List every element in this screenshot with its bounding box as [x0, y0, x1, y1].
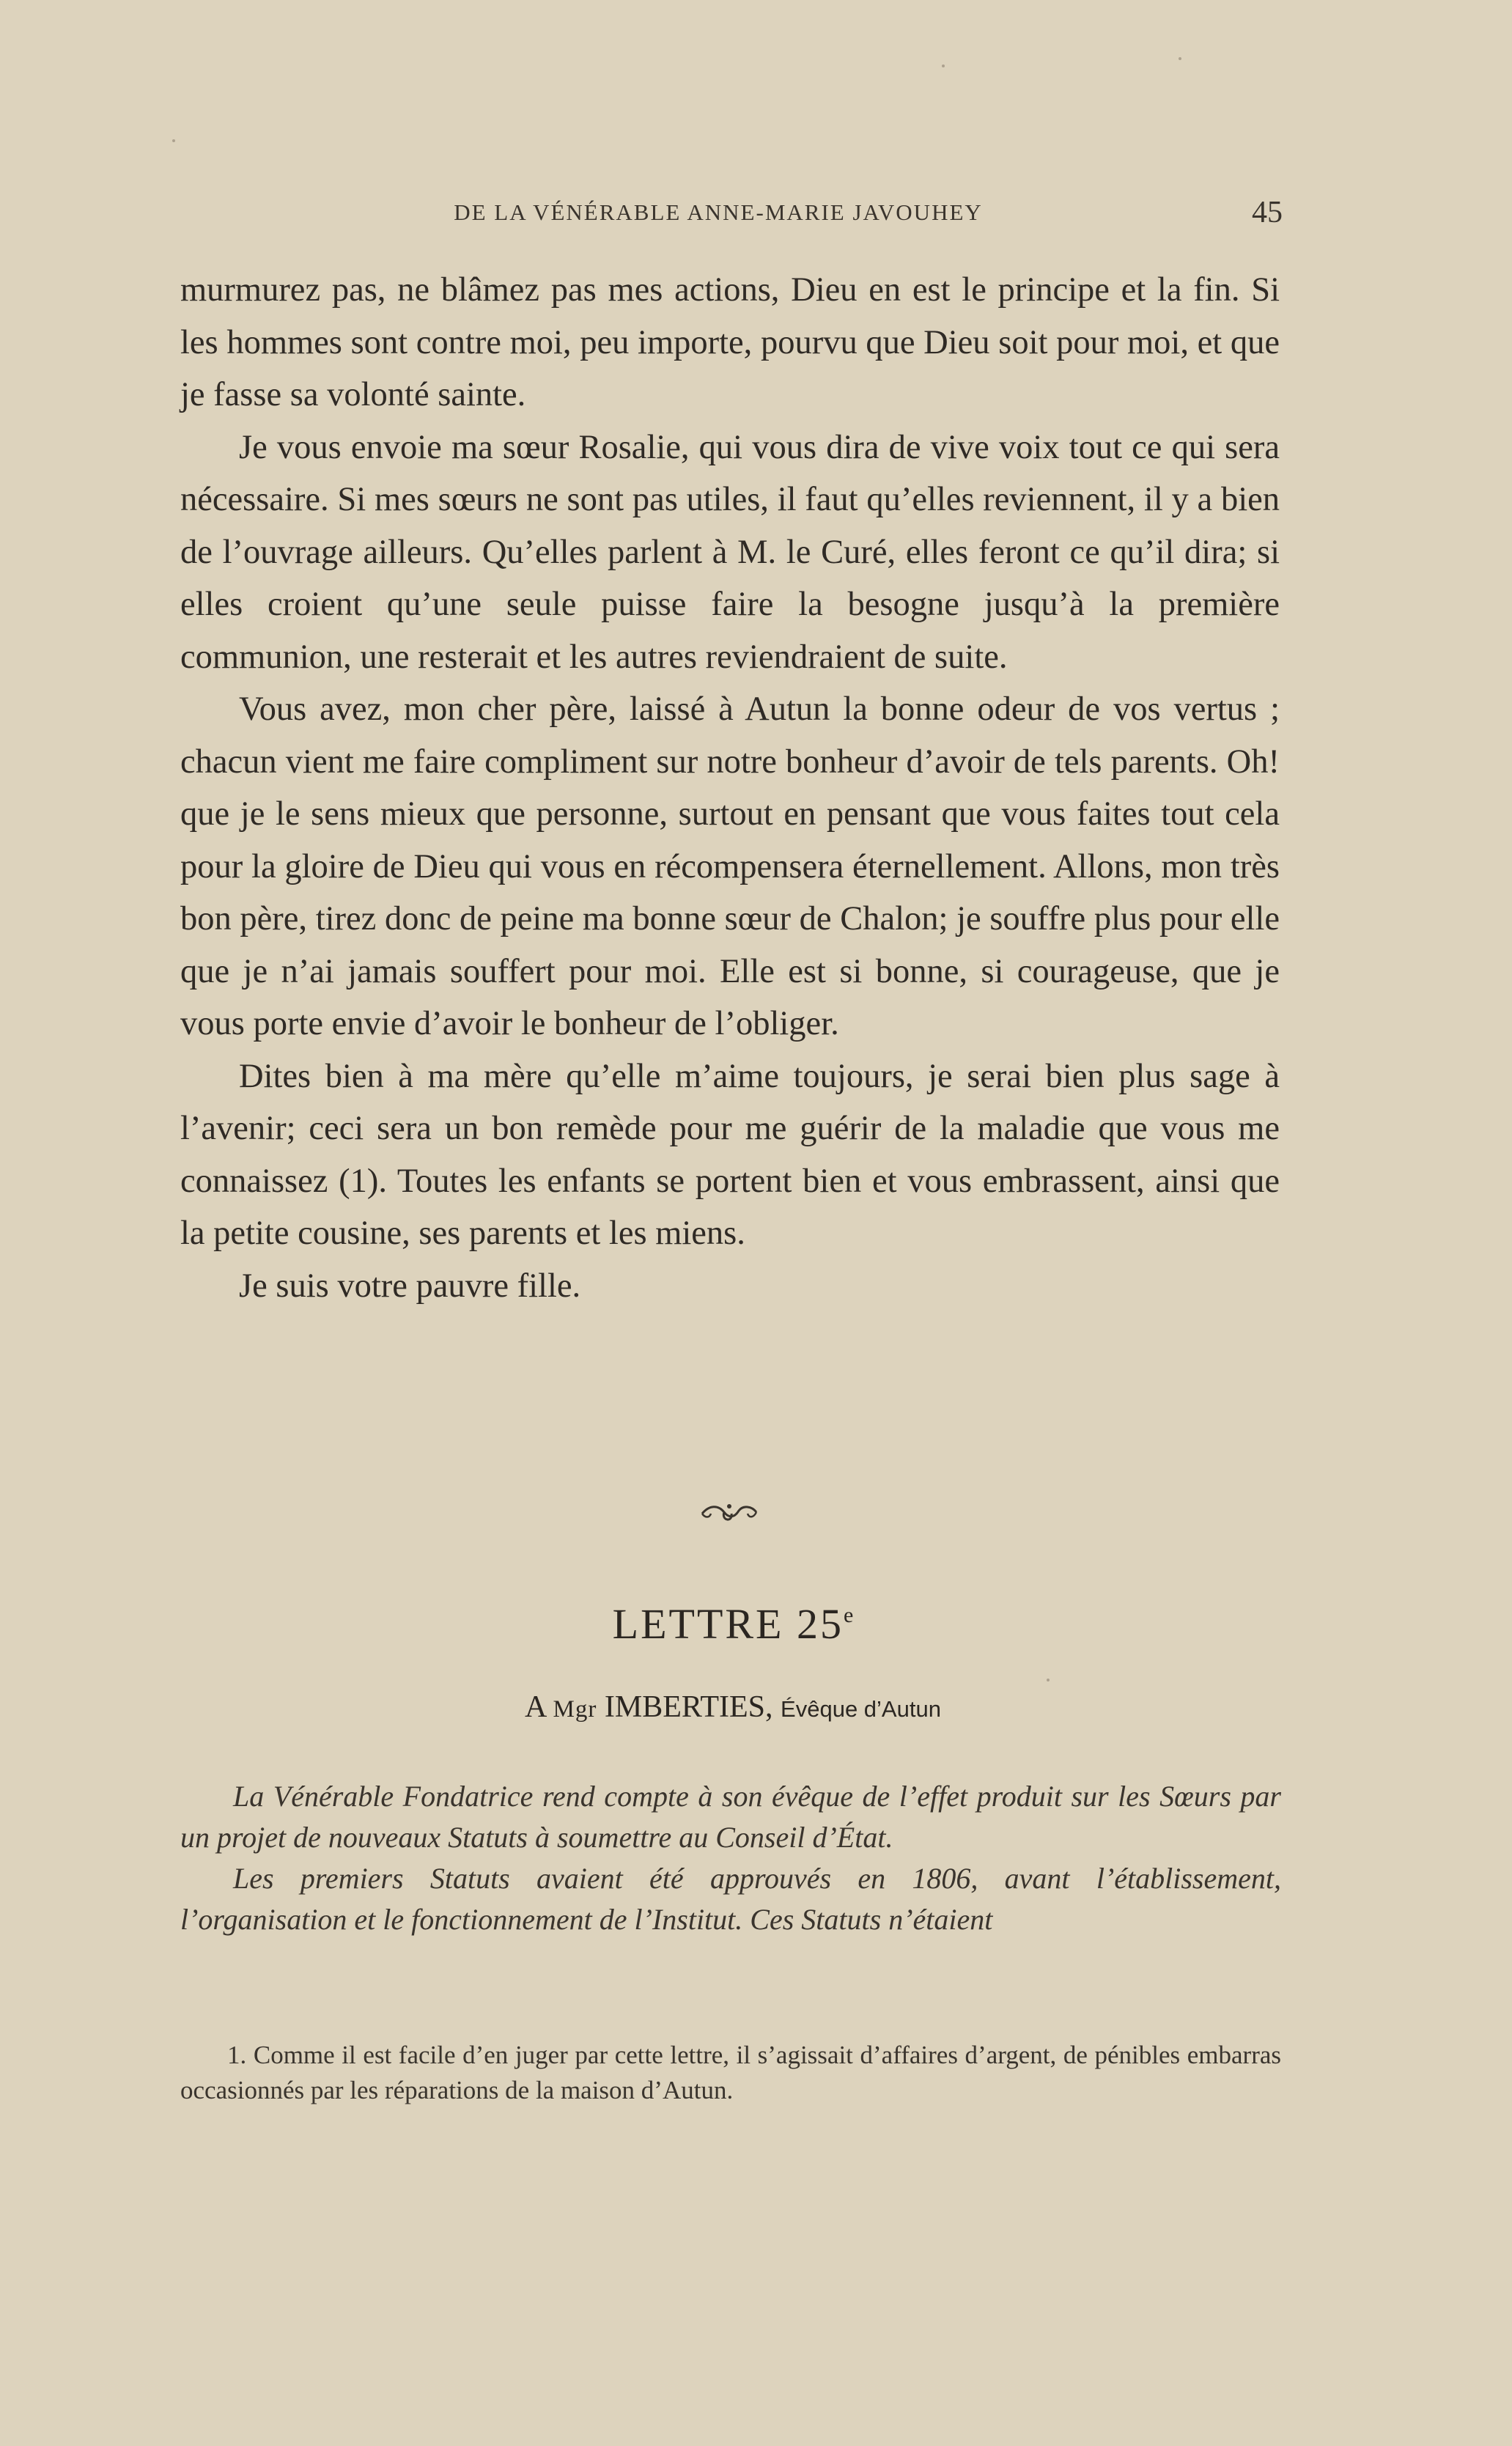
letter-heading-ordinal: e	[844, 1603, 854, 1627]
summary-paragraph: La Vénérable Fondatrice rend compte à son évêque de l’effet produit sur les Sœurs par un projet de nouveaux Statuts à soumettre au Conseil d’État.	[180, 1780, 1281, 1854]
letter-heading-text: LETTRE 25	[612, 1600, 844, 1648]
letter-heading	[513, 1599, 953, 1649]
addressee-role: Évêque d’Autun	[781, 1696, 941, 1722]
body-paragraph: murmurez pas, ne blâmez pas mes actions, Dieu en est le principe et la fin. Si les hommes sont contre moi, peu importe, pourvu que Dieu soit pour moi, et que je fasse sa volonté sainte.	[180, 271, 1280, 413]
paper-speck	[172, 139, 175, 142]
paper-speck	[1047, 1679, 1050, 1681]
body-paragraph: Dites bien à ma mère qu’elle m’aime toujours, je serai bien plus sage à l’avenir; ceci sera un bon remède pour me guérir de la maladie que vous me connaissez (1). Toutes les enfants se portent bien et vous embrassent, ainsi que la petite cousine, ses parents et les miens.	[180, 1057, 1280, 1252]
section-divider-ornament-icon	[696, 1499, 762, 1525]
addressee-title: Mgr	[553, 1696, 597, 1723]
letter-summary	[180, 1776, 1281, 1940]
footnote-text: 1. Comme il est facile d’en juger par cette lettre, il s’agissait d’affaires d’argent, de pénibles embarras occasionnés par les réparations de la maison d’Autun.	[180, 2041, 1281, 2104]
addressee-prefix: A	[525, 1690, 553, 1724]
footnote	[180, 2038, 1281, 2108]
running-head: DE LA VÉNÉRABLE ANNE-MARIE JAVOUHEY	[454, 199, 983, 225]
body-paragraph: Je vous envoie ma sœur Rosalie, qui vous dira de vive voix tout ce qui sera nécessaire. Si mes sœurs ne sont pas utiles, il faut qu’elles reviennent, il y a bien de l’ouvrage ailleurs. Qu’elles parlent à M. le Curé, elles feront ce qu’il dira; si elles croient qu’une seule puisse faire la besogne jusqu’à la première communion, une resterait et les autres reviendraient de suite.	[180, 428, 1280, 676]
page-number: 45	[1252, 196, 1283, 229]
summary-paragraph: Les premiers Statuts avaient été approuvés en 1806, avant l’établissement, l’organisation et le fonctionnement de l’Institut. Ces Statuts n’étaient	[180, 1862, 1281, 1936]
addressee-name: IMBERTIES,	[597, 1690, 781, 1724]
letter-body	[180, 264, 1280, 1312]
paper-speck	[942, 65, 945, 67]
body-paragraph: Vous avez, mon cher père, laissé à Autun la bonne odeur de vos vertus ; chacun vient me faire compliment sur notre bonheur d’avoir de tels parents. Oh! que je le sens mieux que personne, surtout en pensant que vous faites tout cela pour la gloire de Dieu qui vous en récompensera éternellement. Allons, mon très bon père, tirez donc de peine ma bonne sœur de Chalon; je souffre plus pour elle que je n’ai jamais souffert pour moi. Elle est si bonne, si courageuse, que je vous porte envie d’avoir le bonheur de l’obliger.	[180, 690, 1280, 1042]
letter-addressee	[366, 1690, 1099, 1725]
paper-speck	[1179, 57, 1181, 60]
closing-line: Je suis votre pauvre fille.	[239, 1267, 581, 1305]
